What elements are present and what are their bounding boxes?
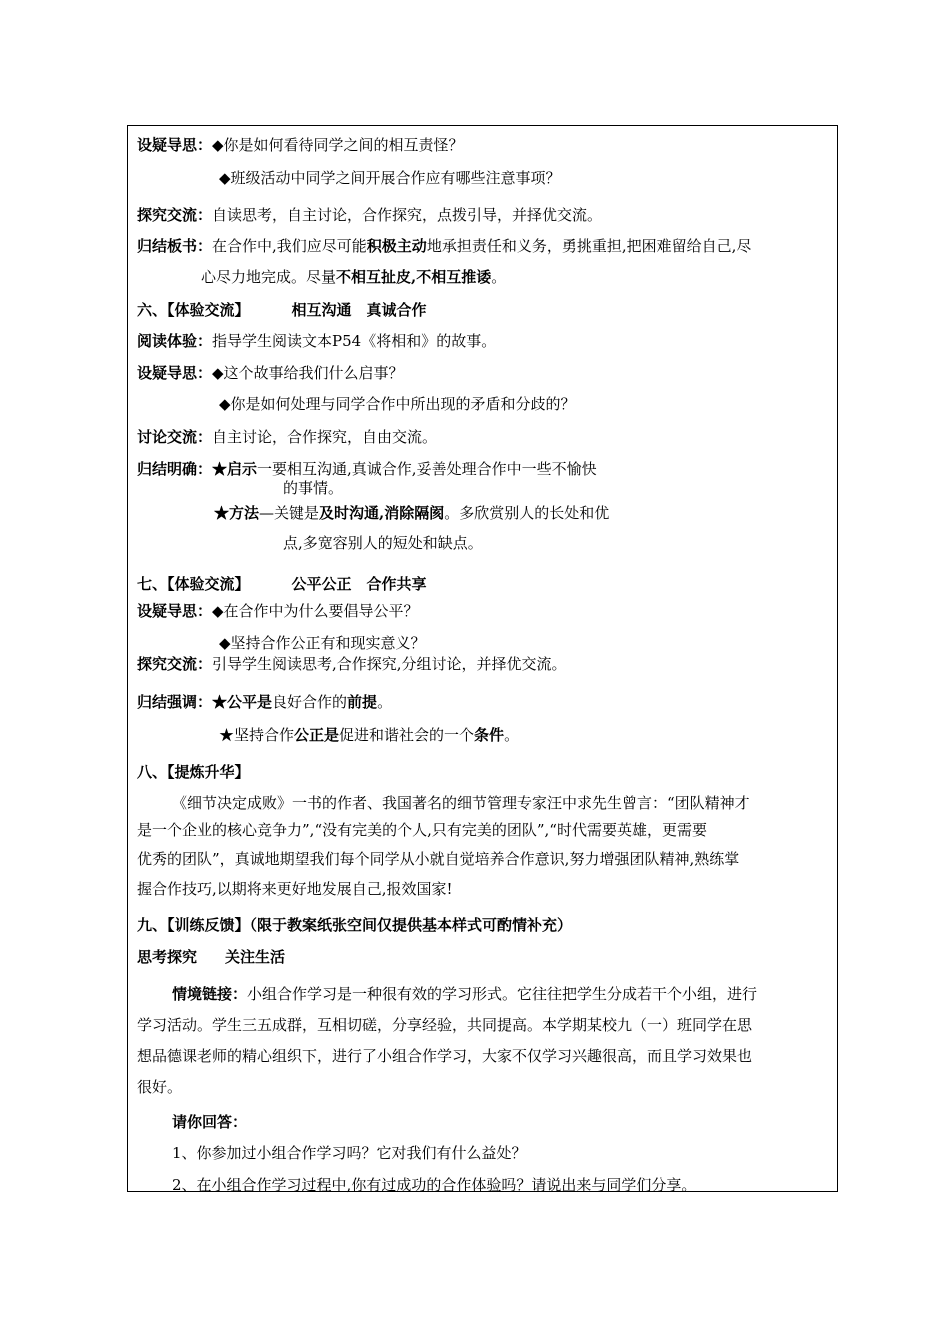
s9-heading: 九、【训练反馈】（限于教案纸张空间仅提供基本样式可酌情补充） xyxy=(137,916,573,934)
s6-question-1-line: 设疑导思：◆这个故事给我们什么启事？ xyxy=(137,364,404,382)
s7-question-2-line: ◆坚持合作公正有和现实意义？ xyxy=(219,634,426,652)
s6-discussion-line: 讨论交流：自主讨论，合作探究，自由交流。 xyxy=(137,428,438,446)
s7-explore-line: 探究交流：引导学生阅读思考,合作探究,分组讨论，并择优交流。 xyxy=(137,655,567,673)
s6-method-line-2: 点,多宽容别人的短处和缺点。 xyxy=(283,534,483,552)
s7-heading: 七、【体验交流】 公平公正 合作共享 xyxy=(137,575,427,593)
s6-question-2-line: ◆你是如何处理与同学合作中所出现的矛盾和分歧的？ xyxy=(219,395,576,413)
s9-scenario-line-3: 想品德课老师的精心组织下，进行了小组合作学习，大家不仅学习兴趣很高，而且学习效果也 xyxy=(137,1047,753,1065)
s9-subheading: 思考探究 关注生活 xyxy=(137,948,286,966)
s9-scenario-line-1: 情境链接：小组合作学习是一种很有效的学习形式。它往往把学生分成若干个小组，进行 xyxy=(172,985,758,1003)
s6-summary-line-1: 归结明确：★启示一要相互沟通,真诚合作,妥善处理合作中一些不愉快 xyxy=(137,460,597,478)
s5-question-2-line: ◆班级活动中同学之间开展合作应有哪些注意事项？ xyxy=(219,169,561,187)
s5-explore-line: 探究交流：自读思考，自主讨论，合作探究，点拨引导，并择优交流。 xyxy=(137,206,603,224)
s8-paragraph-line-3: 优秀的团队”，真诚地期望我们每个同学从小就自觉培养合作意识,努力增强团队精神,熟练掌 xyxy=(137,850,740,868)
s5-summary-line-2: 心尽力地完成。尽量不相互扯皮,不相互推诿。 xyxy=(201,268,507,286)
s5-question-1-line: 设疑导思：◆你是如何看待同学之间的相互责怪？ xyxy=(137,136,464,154)
s9-scenario-line-4: 很好。 xyxy=(137,1078,183,1096)
lesson-plan-frame xyxy=(127,125,838,1192)
s5-summary-line-1: 归结板书：在合作中,我们应尽可能积极主动地承担责任和义务，勇挑重担,把困难留给自己,尽 xyxy=(137,237,752,255)
s8-paragraph-line-2: 是一个企业的核心竞争力”,“没有完美的个人,只有完美的团队”,“时代需要英雄，更需要 xyxy=(137,821,707,839)
s8-paragraph-line-4: 握合作技巧,以期将来更好地发展自己,报效国家! xyxy=(137,880,453,898)
s6-heading: 六、【体验交流】 相互沟通 真诚合作 xyxy=(137,301,427,319)
s6-summary-line-2: 的事情。 xyxy=(283,479,344,497)
s8-paragraph-line-1: 《细节决定成败》一书的作者、我国著名的细节管理专家汪中求先生曾言：“团队精神才 xyxy=(172,794,750,812)
s7-question-1-line: 设疑导思：◆在合作中为什么要倡导公平？ xyxy=(137,602,419,620)
s6-reading-line: 阅读体验：指导学生阅读文本P54《将相和》的故事。 xyxy=(137,332,497,350)
s9-question-1: 1、你参加过小组合作学习吗？它对我们有什么益处？ xyxy=(172,1144,527,1162)
s8-heading: 八、【提炼升华】 xyxy=(137,763,250,781)
s7-emphasis-line-1: 归结强调：★公平是良好合作的前提。 xyxy=(137,693,393,711)
s6-method-line-1: ★方法—关键是及时沟通,消除隔阂。多欣赏别人的长处和优 xyxy=(214,504,610,522)
s9-scenario-line-2: 学习活动。学生三五成群，互相切磋，分享经验，共同提高。本学期某校九（一）班同学在思 xyxy=(137,1016,753,1034)
s7-emphasis-line-2: ★坚持合作公正是促进和谐社会的一个条件。 xyxy=(219,726,520,744)
s9-question-2: 2、在小组合作学习过程中,你有过成功的合作体验吗？请说出来与同学们分享。 xyxy=(172,1176,697,1194)
s9-answer-label: 请你回答： xyxy=(172,1113,248,1131)
